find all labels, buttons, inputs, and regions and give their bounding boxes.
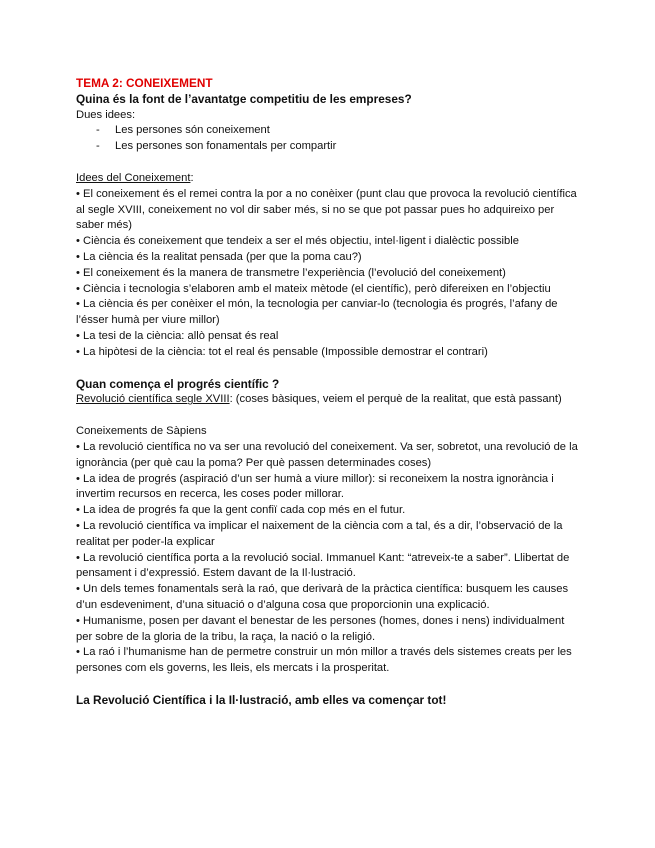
sapiens-list [76, 440, 581, 677]
list-item: • Humanisme, posen per davant el benestar de les persones (homes, dones i nens) individualment per sobre de la gloria de la tribu, la raça, la nació o la religió. [76, 614, 565, 643]
list-item: - Les persones son fonamentals per compartir [96, 140, 337, 153]
document-page [76, 76, 581, 709]
list-item: • La ciència és la realitat pensada (per que la poma cau?) [76, 250, 362, 263]
list-item: • La ciència és per conèixer el món, la tecnologia per canviar-lo (tecnologia és progrés, l’afany de l’ésser humà per viure millor) [76, 298, 558, 327]
list-item: • La raó i l’humanisme han de permetre construir un món millor a través dels sistemes creats per les persones com els governs, les lleis, els mercats i la prosperitat. [76, 646, 572, 675]
document-title: TEMA 2: CONEIXEMENT [76, 76, 213, 90]
ideas-intro: Dues idees: [76, 108, 136, 121]
revolution-link-text: Revolució científica segle XVIII [76, 393, 230, 406]
list-item: • Ciència és coneixement que tendeix a ser el més objectiu, intel·ligent i dialèctic possible [76, 235, 519, 248]
list-item: • El coneixement és la manera de transmetre l’experiència (l’evolució del coneixement) [76, 266, 506, 279]
revolution-paragraph: Revolució científica segle XVIII: (coses bàsiques, veiem el perquè de la realitat, que està passant) [76, 393, 562, 406]
list-item: • La idea de progrés (aspiració d’un ser humà a viure millor): si reconeixem la nostra ignorància i invertim recursos en recerca, les coses poder millorar. [76, 472, 554, 501]
closing-statement: La Revolució Científica i la Il·lustració, amb elles va començar tot! [76, 692, 447, 707]
question-competitive-advantage: Quina és la font de l’avantatge competitiu de les empreses? [76, 91, 412, 106]
list-item: • Un dels temes fonamentals serà la raó, que derivarà de la pràctica científica: busquem les causes d’un esdeveniment, d’una situació o d’alguna cosa que proporcionin una explicació. [76, 583, 569, 611]
question-scientific-progress: Quan comença el progrés científic ? [76, 376, 280, 391]
knowledge-ideas-list [76, 187, 581, 361]
list-item: • La revolució científica porta a la revolució social. Immanuel Kant: “atreveix-te a saber”. Llibertat de pensament i d’expressió. Estem davant de la Il·lustració. [76, 551, 570, 580]
list-item: • La revolució científica va implicar el naixement de la ciència com a tal, és a dir, l’observació de la realitat per poder-la explicar [76, 519, 563, 548]
list-item: • La revolució científica no va ser una revolució del coneixement. Va ser, sobretot, una revolució de la ignorància (per què cau la poma? Per què passen determinades coses) [76, 440, 578, 469]
list-item: • La idea de progrés fa que la gent confiï cada cop més en el futur. [76, 504, 406, 517]
list-item: - Les persones són coneixement [96, 124, 270, 137]
section-heading-knowledge-ideas: Idees del Coneixement: [76, 171, 194, 184]
list-item: • Ciència i tecnologia s’elaboren amb el mateix mètode (el científic), però difereixen en l’objectiu [76, 282, 551, 295]
list-item: • El coneixement és el remei contra la por a no conèixer (punt clau que provoca la revolució científica al segle XVIII, coneixement no vol dir saber més, si no se que pot passar pues ho adquireixo per saber més) [76, 187, 577, 232]
ideas-list [76, 123, 581, 155]
section-heading-sapiens: Coneixements de Sàpiens [76, 425, 207, 438]
list-item: • La hipòtesi de la ciència: tot el real és pensable (Impossible demostrar el contrari) [76, 345, 488, 358]
list-item: • La tesi de la ciència: allò pensat és real [76, 329, 279, 342]
